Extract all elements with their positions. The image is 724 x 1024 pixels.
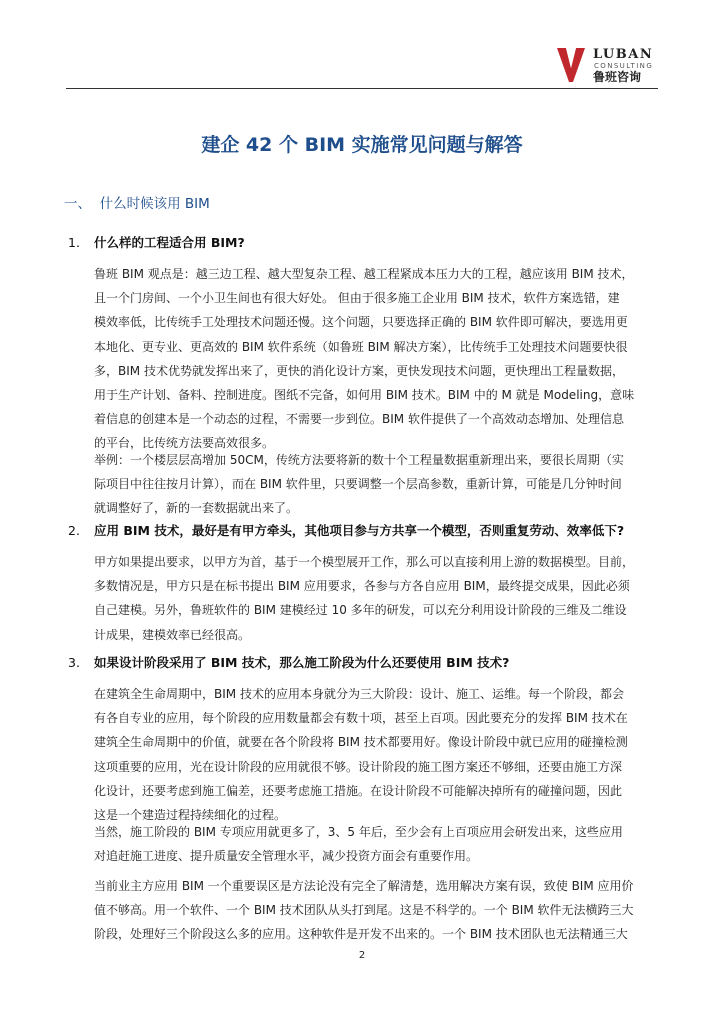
text-line: 且一个门房间、一个小卫生间也有很大好处。 但由于很多施工企业用 BIM 技术，软件方案选错，建: [94, 291, 620, 306]
text-line: 多，BIM 技术优势就发挥出来了，更快的消化设计方案，更快发现技术问题，更快理出工程量数据，: [94, 363, 624, 378]
text-line: 自己建模。另外，鲁班软件的 BIM 建模经过 10 多年的研发，可以充分利用设计阶段的三维及二维设: [94, 603, 627, 618]
text-line: 当前业主方应用 BIM 一个重要误区是方法论没有完全了解清楚，选用解决方案有误，致使 BIM 应用价: [94, 879, 634, 893]
logo-chinese-text: 鲁班咨询: [593, 70, 642, 84]
luban-v-logo-icon: [556, 46, 586, 84]
page-number: 2: [358, 950, 366, 961]
q3-answer-paragraph-3: [94, 874, 656, 947]
question-title: 如果设计阶段采用了 BIM 技术，那么施工阶段为什么还要使用 BIM 技术?: [94, 655, 510, 670]
text-line: 有各自专业的应用，每个阶段的应用数量都会有数十项，甚至上百项。因此要充分的发挥 BIM 技术在: [94, 711, 628, 726]
question-number: 3.: [68, 655, 80, 670]
text-line: 甲方如果提出要求，以甲方为首，基于一个模型展开工作，那么可以直接利用上游的数据模型。目前，: [94, 555, 635, 569]
luban-logo: [556, 46, 660, 86]
text-line: 模效率低，比传统手工处理技术问题还慢。这个问题，只要选择正确的 BIM 软件即可解决，要选用更: [94, 315, 628, 330]
text-line: 这是一个建造过程持续细化的过程。: [94, 808, 287, 823]
text-line: 用于生产计划、备料、控制进度。图纸不完备，如何用 BIM 技术。BIM 中的 M 就是 Modeling，意味: [94, 388, 635, 403]
question-3-heading: [68, 654, 509, 672]
q3-answer-paragraph-2: [94, 820, 656, 868]
text-line: 建筑全生命周期中的价值，就要在各个阶段将 BIM 技术都要用好。像设计阶段中就已应用的碰撞检测: [94, 735, 628, 750]
q1-answer-paragraph-2: [94, 448, 656, 521]
text-line: 就调整好了，新的一套数据就出来了。: [94, 501, 299, 516]
text-line: 阶段，处理好三个阶段这么多的应用。这种软件是开发不出来的。一个 BIM 技术团队也无法精通三大: [94, 927, 628, 942]
question-2-heading: [68, 522, 624, 540]
q3-answer-paragraph-1: [94, 682, 656, 827]
q1-answer-paragraph-1: [94, 262, 656, 456]
text-line: 着信息的创建本是一个动态的过程，不需要一步到位。BIM 软件提供了一个高效动态增加、处理信息: [94, 412, 624, 427]
text-line: 这项重要的应用，光在设计阶段的应用就很不够。设计阶段的施工图方案还不够细，还要由施工方深: [94, 759, 623, 774]
text-line: 化设计，还要考虑到施工偏差，还要考虑施工措施。在设计阶段不可能解决掉所有的碰撞问题，因此: [94, 783, 623, 798]
text-line: 本地化、更专业、更高效的 BIM 软件系统（如鲁班 BIM 解决方案），比传统手工处理技术问题要快很: [94, 339, 628, 354]
text-line: 举例：一个楼层层高增加 50CM，传统方法要将新的数十个工程量数据重新理出来，要很长周期（实: [94, 453, 624, 467]
question-title: 什么样的工程适合用 BIM?: [94, 235, 245, 250]
question-number: 1.: [68, 235, 80, 250]
logo-sub-text: CONSULTING: [594, 62, 654, 70]
text-line: 鲁班 BIM 观点是：越三边工程、越大型复杂工程、越工程紧成本压力大的工程，越应该用 BIM 技术，: [94, 267, 634, 281]
text-line: 计成果，建模效率已经很高。: [94, 627, 251, 642]
text-line: 当然，施工阶段的 BIM 专项应用就更多了，3、5 年后，至少会有上百项应用会研发出来，这些应用: [94, 825, 623, 839]
logo-brand-text: LUBAN: [593, 47, 654, 62]
text-line: 际项目中往往按月计算），而在 BIM 软件里，只要调整一个层高参数，重新计算，可能是几分钟时间: [94, 477, 622, 492]
question-title: 应用 BIM 技术，最好是有甲方牵头，其他项目参与方共享一个模型，否则重复劳动、效率低下?: [94, 523, 625, 538]
document-title: 建企 42 个 BIM 实施常见问题与解答: [201, 134, 523, 156]
header-rule: [66, 88, 658, 89]
section-heading: 一、 什么时候该用 BIM: [64, 196, 210, 212]
text-line: 值不够高。用一个软件、一个 BIM 技术团队从头打到尾。这是不科学的。一个 BIM 软件无法横跨三大: [94, 903, 634, 918]
text-line: 多数情况是，甲方只是在标书提出 BIM 应用要求，各参与方各自应用 BIM，最终提交成果，因此必须: [94, 579, 630, 594]
text-line: 的平台，比传统方法要高效很多。: [94, 436, 275, 451]
q2-answer-paragraph-1: [94, 550, 656, 647]
text-line: 对追赶施工进度、提升质量安全管理水平，减少投资方面会有重要作用。: [94, 849, 479, 864]
question-1-heading: [68, 234, 245, 252]
text-line: 在建筑全生命周期中，BIM 技术的应用本身就分为三大阶段：设计、施工、运维。每一个阶段，都会: [94, 687, 624, 701]
question-number: 2.: [68, 523, 80, 538]
